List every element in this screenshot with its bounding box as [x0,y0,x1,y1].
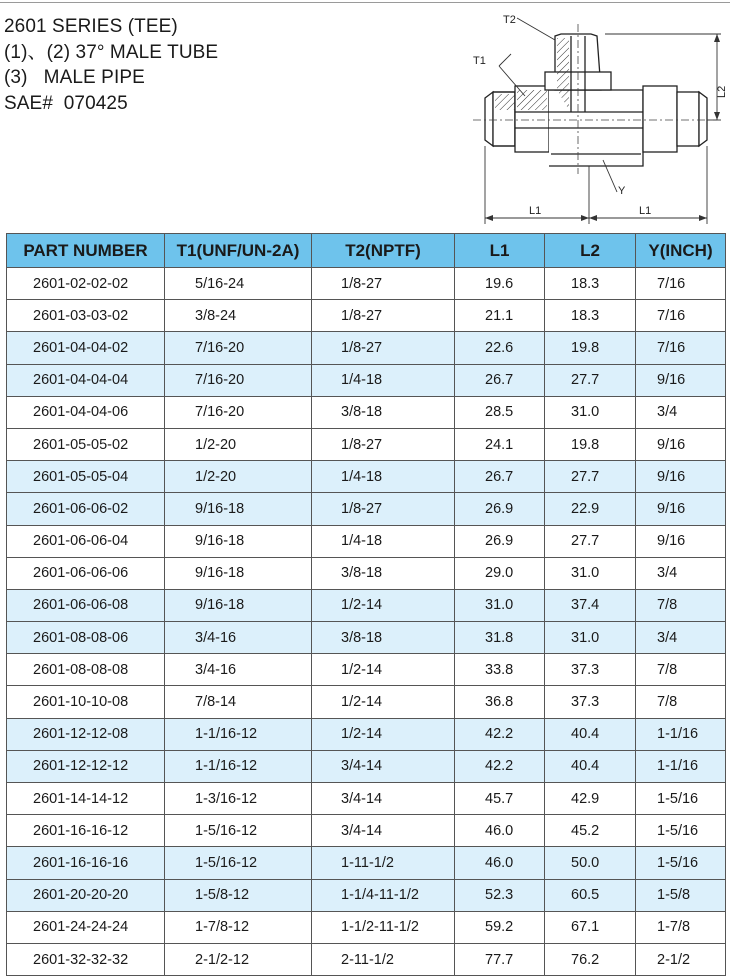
l1-cell: 33.8 [455,654,545,686]
part-number-cell: 2601-32-32-32 [7,943,165,975]
l2-cell: 40.4 [545,718,636,750]
label-l1-right: L1 [639,205,652,217]
l2-cell: 60.5 [545,879,636,911]
part-number-cell: 2601-08-08-08 [7,654,165,686]
l2-cell: 27.7 [545,364,636,396]
sae-number: SAE# 070425 [4,92,128,114]
t1-cell: 2-1/2-12 [165,943,312,975]
table-row [7,654,726,686]
tee-fitting-drawing [455,6,730,228]
l2-cell: 22.9 [545,493,636,525]
part-number-cell: 2601-05-05-02 [7,428,165,460]
table-row [7,943,726,975]
t2-cell: 1/8-27 [312,332,455,364]
part-number-cell: 2601-04-04-06 [7,396,165,428]
part-number-cell: 2601-12-12-12 [7,750,165,782]
l1-cell: 19.6 [455,268,545,300]
y-cell: 3/4 [636,557,726,589]
t1-cell: 7/16-20 [165,364,312,396]
l1-cell: 42.2 [455,750,545,782]
part-number-cell: 2601-04-04-02 [7,332,165,364]
l1-cell: 31.8 [455,622,545,654]
part-number-cell: 2601-16-16-16 [7,847,165,879]
l1-cell: 22.6 [455,332,545,364]
label-l2: L2 [716,85,728,98]
t1-cell: 1-5/16-12 [165,847,312,879]
spec-table-container [6,233,725,976]
l2-cell: 76.2 [545,943,636,975]
y-cell: 1-5/16 [636,815,726,847]
header-l2: L2 [545,234,636,268]
t2-cell: 1/8-27 [312,428,455,460]
part-number-cell: 2601-14-14-12 [7,783,165,815]
t1-cell: 9/16-18 [165,589,312,621]
y-cell: 1-5/16 [636,783,726,815]
l1-cell: 31.0 [455,589,545,621]
t2-cell: 1/4-18 [312,461,455,493]
l2-cell: 50.0 [545,847,636,879]
y-cell: 1-1/16 [636,718,726,750]
label-t2: T2 [503,14,516,26]
part-number-cell: 2601-02-02-02 [7,268,165,300]
t2-cell: 3/4-14 [312,750,455,782]
l2-cell: 31.0 [545,622,636,654]
t1-cell: 1/2-20 [165,461,312,493]
t2-cell: 1-1/4-11-1/2 [312,879,455,911]
table-row [7,428,726,460]
table-row [7,783,726,815]
l2-cell: 31.0 [545,396,636,428]
l1-cell: 29.0 [455,557,545,589]
header-part-number: PART NUMBER [7,234,165,268]
l2-cell: 18.3 [545,300,636,332]
label-t1: T1 [473,55,486,67]
y-cell: 1-1/16 [636,750,726,782]
table-row [7,686,726,718]
t1-cell: 1-7/8-12 [165,911,312,943]
y-cell: 7/8 [636,686,726,718]
y-cell: 7/8 [636,654,726,686]
part-number-cell: 2601-08-08-06 [7,622,165,654]
table-row [7,815,726,847]
t1-cell: 1-5/16-12 [165,815,312,847]
series-header [4,14,218,116]
t2-cell: 1/2-14 [312,589,455,621]
pipe-end-spec: (3) MALE PIPE [4,67,145,88]
t2-cell: 1/4-18 [312,364,455,396]
l2-cell: 37.4 [545,589,636,621]
top-rule [0,2,730,3]
label-y: Y [618,185,626,197]
l1-cell: 52.3 [455,879,545,911]
part-number-cell: 2601-20-20-20 [7,879,165,911]
table-row [7,589,726,621]
header-y: Y(INCH) [636,234,726,268]
table-row [7,847,726,879]
t2-cell: 3/4-14 [312,783,455,815]
t2-cell: 1/8-27 [312,268,455,300]
t2-cell: 1/2-14 [312,686,455,718]
t2-cell: 1-1/2-11-1/2 [312,911,455,943]
l1-cell: 26.7 [455,461,545,493]
t2-cell: 3/4-14 [312,815,455,847]
l2-cell: 42.9 [545,783,636,815]
t1-cell: 7/16-20 [165,332,312,364]
y-cell: 3/4 [636,622,726,654]
header-l1: L1 [455,234,545,268]
table-row [7,750,726,782]
y-cell: 1-5/16 [636,847,726,879]
l2-cell: 67.1 [545,911,636,943]
l1-cell: 26.7 [455,364,545,396]
t2-cell: 1/4-18 [312,525,455,557]
t2-cell: 1/8-27 [312,300,455,332]
t1-cell: 9/16-18 [165,493,312,525]
t2-cell: 3/8-18 [312,557,455,589]
l1-cell: 46.0 [455,815,545,847]
l2-cell: 27.7 [545,525,636,557]
t2-cell: 1/8-27 [312,493,455,525]
part-number-cell: 2601-16-16-12 [7,815,165,847]
part-number-cell: 2601-24-24-24 [7,911,165,943]
t1-cell: 7/8-14 [165,686,312,718]
l2-cell: 19.8 [545,332,636,364]
l1-cell: 28.5 [455,396,545,428]
t1-cell: 3/8-24 [165,300,312,332]
l1-cell: 26.9 [455,493,545,525]
l2-cell: 31.0 [545,557,636,589]
y-cell: 9/16 [636,493,726,525]
t1-cell: 1-1/16-12 [165,718,312,750]
part-number-cell: 2601-06-06-08 [7,589,165,621]
table-row [7,525,726,557]
table-row [7,461,726,493]
y-cell: 2-1/2 [636,943,726,975]
series-title: 2601 SERIES (TEE) [4,16,178,37]
y-cell: 7/8 [636,589,726,621]
table-row [7,300,726,332]
t2-cell: 3/8-18 [312,622,455,654]
table-row [7,493,726,525]
t2-cell: 1/2-14 [312,654,455,686]
table-row [7,879,726,911]
part-number-cell: 2601-12-12-08 [7,718,165,750]
y-cell: 9/16 [636,428,726,460]
table-row [7,396,726,428]
y-cell: 1-5/8 [636,879,726,911]
t2-cell: 1/2-14 [312,718,455,750]
t1-cell: 5/16-24 [165,268,312,300]
y-cell: 9/16 [636,364,726,396]
t2-cell: 1-11-1/2 [312,847,455,879]
part-number-cell: 2601-04-04-04 [7,364,165,396]
y-cell: 1-7/8 [636,911,726,943]
y-cell: 7/16 [636,268,726,300]
header-t2: T2(NPTF) [312,234,455,268]
table-row [7,268,726,300]
t1-cell: 9/16-18 [165,557,312,589]
l1-cell: 36.8 [455,686,545,718]
table-row [7,718,726,750]
spec-table [6,233,726,976]
table-body [7,268,726,976]
l2-cell: 37.3 [545,654,636,686]
t1-cell: 1-1/16-12 [165,750,312,782]
t1-cell: 3/4-16 [165,622,312,654]
y-cell: 3/4 [636,396,726,428]
t2-cell: 2-11-1/2 [312,943,455,975]
l2-cell: 40.4 [545,750,636,782]
part-number-cell: 2601-06-06-06 [7,557,165,589]
tube-end-spec: (1)、(2) 37° MALE TUBE [4,41,219,63]
part-number-cell: 2601-06-06-04 [7,525,165,557]
t1-cell: 1/2-20 [165,428,312,460]
y-cell: 9/16 [636,525,726,557]
l1-cell: 24.1 [455,428,545,460]
l1-cell: 46.0 [455,847,545,879]
table-row [7,364,726,396]
part-number-cell: 2601-05-05-04 [7,461,165,493]
label-l1-left: L1 [529,205,542,217]
part-number-cell: 2601-06-06-02 [7,493,165,525]
l1-cell: 42.2 [455,718,545,750]
l2-cell: 18.3 [545,268,636,300]
t1-cell: 1-3/16-12 [165,783,312,815]
l2-cell: 27.7 [545,461,636,493]
t1-cell: 3/4-16 [165,654,312,686]
y-cell: 7/16 [636,300,726,332]
header-t1: T1(UNF/UN-2A) [165,234,312,268]
table-header-row [7,234,726,268]
y-cell: 9/16 [636,461,726,493]
l2-cell: 37.3 [545,686,636,718]
t2-cell: 3/8-18 [312,396,455,428]
table-row [7,557,726,589]
table-row [7,332,726,364]
part-number-cell: 2601-03-03-02 [7,300,165,332]
l1-cell: 59.2 [455,911,545,943]
t1-cell: 9/16-18 [165,525,312,557]
l2-cell: 45.2 [545,815,636,847]
y-cell: 7/16 [636,332,726,364]
l1-cell: 45.7 [455,783,545,815]
l1-cell: 26.9 [455,525,545,557]
l2-cell: 19.8 [545,428,636,460]
part-number-cell: 2601-10-10-08 [7,686,165,718]
t1-cell: 7/16-20 [165,396,312,428]
l1-cell: 21.1 [455,300,545,332]
l1-cell: 77.7 [455,943,545,975]
t1-cell: 1-5/8-12 [165,879,312,911]
table-row [7,622,726,654]
table-row [7,911,726,943]
